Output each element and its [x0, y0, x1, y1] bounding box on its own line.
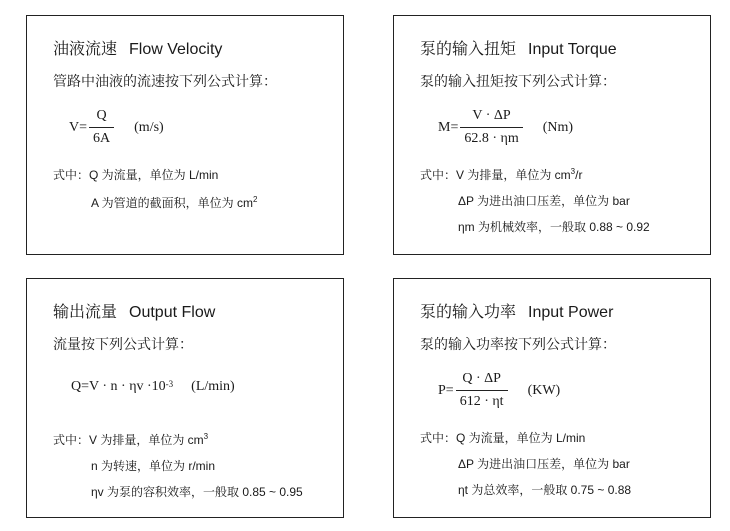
- formula-lhs: P=: [438, 382, 454, 398]
- note-line-3: [91, 483, 303, 500]
- note-line-1: [420, 429, 585, 446]
- fraction: [460, 108, 522, 147]
- unit: (m/s): [134, 119, 164, 135]
- note-text: 式中：Q 为流量，单位为 L/min: [53, 168, 219, 182]
- formula-superscript: -3: [165, 379, 174, 389]
- card-title: [53, 36, 222, 59]
- note-text: ηm 为机械效率，一般取 0.88 ~ 0.92: [458, 220, 650, 234]
- title-cn: 泵的输入扭矩: [420, 41, 517, 58]
- unit: (Nm): [542, 119, 574, 135]
- denominator: 62.8 · ηm: [460, 127, 522, 147]
- note-text: ηt 为总效率，一般取 0.75 ~ 0.88: [458, 483, 632, 497]
- title-en: Input Torque: [528, 41, 617, 58]
- intro-text: 泵的输入扭矩按下列公式计算：: [420, 73, 616, 89]
- note-line-1: [53, 431, 208, 448]
- title-cn: 泵的输入功率: [420, 304, 517, 321]
- input-torque-card: [393, 15, 711, 255]
- denominator: 612 · ηt: [456, 390, 508, 410]
- intro-text: 流量按下列公式计算：: [53, 336, 193, 352]
- numerator: V · ΔP: [472, 108, 511, 123]
- formula: [71, 379, 235, 395]
- title-en: Output Flow: [129, 304, 216, 321]
- note-text: 式中：V 为排量，单位为 cm: [53, 433, 204, 447]
- note-text: n 为转速，单位为 r/min: [91, 459, 216, 473]
- formula-lhs: M=: [438, 119, 459, 135]
- card-title: [420, 299, 613, 322]
- input-power-card: [393, 278, 711, 518]
- card-title: [53, 299, 215, 322]
- superscript: 3: [570, 167, 576, 176]
- title-en: Input Power: [528, 304, 614, 321]
- unit: (L/min): [191, 379, 235, 394]
- note-text: 式中：Q 为流量，单位为 L/min: [420, 431, 586, 445]
- note-tail: /r: [575, 168, 583, 182]
- card-title: [420, 36, 617, 59]
- note-text: ηv 为泵的容积效率，一般取 0.85 ~ 0.95: [91, 485, 303, 499]
- fraction: [89, 108, 114, 147]
- title-en: Flow Velocity: [129, 41, 223, 58]
- note-line-2: [91, 194, 257, 211]
- denominator: 6A: [89, 127, 114, 147]
- note-text: A 为管道的截面积，单位为 cm: [91, 196, 254, 210]
- note-line-2: [458, 192, 630, 209]
- unit: (KW): [527, 382, 561, 398]
- note-line-1: [420, 166, 582, 183]
- note-line-1: [53, 166, 218, 183]
- fraction: [456, 371, 508, 410]
- note-line-3: [458, 481, 631, 498]
- superscript: 3: [203, 432, 209, 441]
- note-line-2: [458, 455, 630, 472]
- note-text: ΔP 为进出油口压差，单位为 bar: [458, 194, 630, 208]
- intro-text: 管路中油液的流速按下列公式计算：: [53, 73, 277, 89]
- numerator: Q · ΔP: [462, 371, 501, 386]
- formula-lhs: V=: [69, 119, 88, 135]
- formula: [69, 108, 164, 147]
- output-flow-card: [26, 278, 344, 518]
- intro-text: 泵的输入功率按下列公式计算：: [420, 336, 616, 352]
- title-cn: 油液流速: [53, 41, 118, 58]
- superscript: 2: [253, 195, 258, 204]
- flow-velocity-card: [26, 15, 344, 255]
- note-line-3: [458, 218, 650, 235]
- title-cn: 输出流量: [53, 304, 118, 321]
- note-text: 式中：V 为排量，单位为 cm: [420, 168, 571, 182]
- formula: [438, 371, 560, 410]
- note-text: ΔP 为进出油口压差，单位为 bar: [458, 457, 630, 471]
- note-line-2: [91, 457, 215, 474]
- formula: [438, 108, 573, 147]
- formula-text: Q=V · n · ηv ·10: [71, 379, 166, 394]
- numerator: Q: [96, 108, 107, 123]
